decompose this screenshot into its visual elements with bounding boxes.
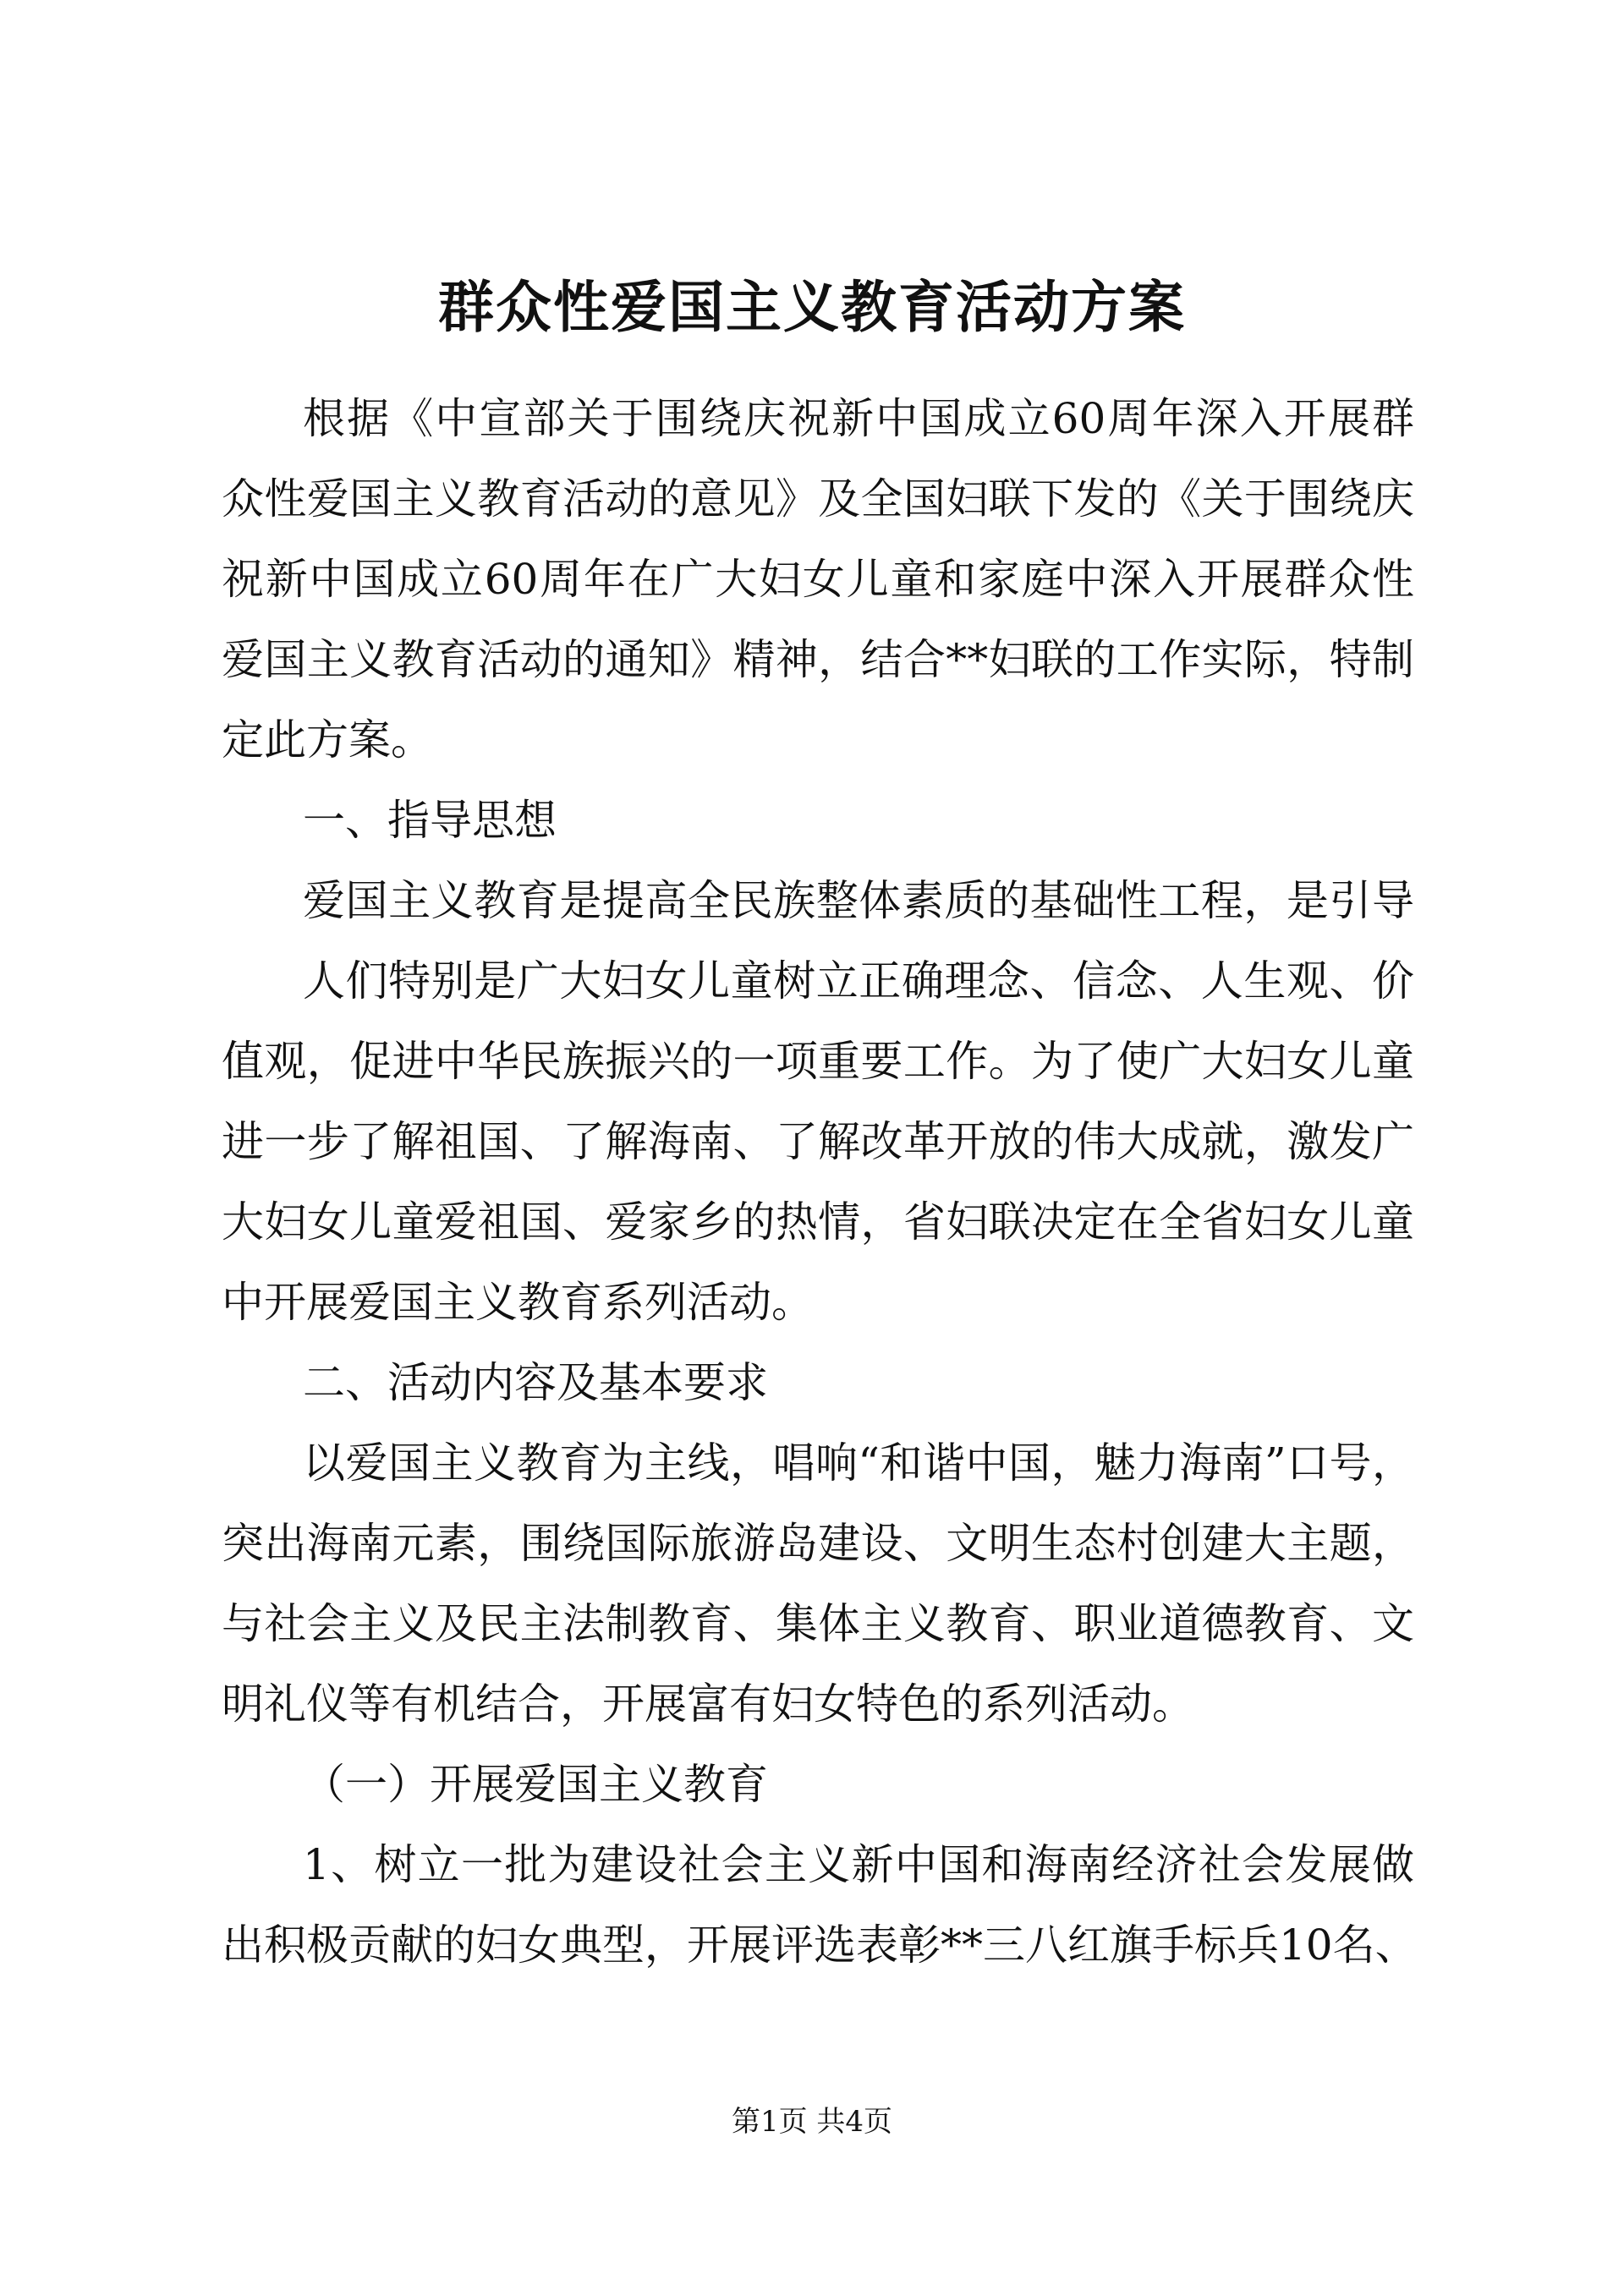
text-line: 根据《中宣部关于围绕庆祝新中国成立60周年深入开展群 — [303, 394, 1414, 443]
page-title: 群众性爱国主义教育活动方案 — [438, 274, 1186, 340]
text-line: 定此方案。 — [222, 715, 433, 764]
text-line: 大妇女儿童爱祖国、爱家乡的热情，省妇联决定在全省妇女儿童 — [222, 1197, 1414, 1247]
text-line: 突出海南元素，围绕国际旅游岛建设、文明生态村创建大主题， — [222, 1519, 1414, 1568]
section-heading: 一、指导思想 — [303, 796, 557, 845]
subsection-heading: （一）开展爱国主义教育 — [303, 1760, 768, 1809]
section-heading: 二、活动内容及基本要求 — [303, 1358, 768, 1407]
text-line: 1、树立一批为建设社会主义新中国和海南经济社会发展做 — [303, 1840, 1414, 1889]
text-line: 明礼仪等有机结合，开展富有妇女特色的系列活动。 — [222, 1680, 1194, 1729]
text-line: 祝新中国成立60周年在广大妇女儿童和家庭中深入开展群众性 — [222, 555, 1414, 604]
page-footer: 第1页 共4页 — [731, 2105, 893, 2139]
text-line: 与社会主义及民主法制教育、集体主义教育、职业道德教育、文 — [222, 1599, 1414, 1648]
text-line: 人们特别是广大妇女儿童树立正确理念、信念、人生观、价 — [303, 956, 1414, 1006]
text-line: 爱国主义教育活动的通知》精神，结合**妇联的工作实际，特制 — [222, 635, 1414, 684]
text-line: 出积极贡献的妇女典型，开展评选表彰**三八红旗手标兵10名、 — [222, 1921, 1418, 1970]
text-line: 进一步了解祖国、了解海南、了解改革开放的伟大成就，激发广 — [222, 1117, 1414, 1166]
text-line: 以爱国主义教育为主线，唱响“和谐中国，魅力海南”口号， — [303, 1438, 1414, 1488]
text-line: 中开展爱国主义教育系列活动。 — [222, 1278, 814, 1327]
text-line: 爱国主义教育是提高全民族整体素质的基础性工程，是引导 — [303, 876, 1414, 925]
text-line: 值观，促进中华民族振兴的一项重要工作。为了使广大妇女儿童 — [222, 1037, 1414, 1086]
text-line: 众性爱国主义教育活动的意见》及全国妇联下发的《关于围绕庆 — [222, 474, 1414, 523]
document-body — [222, 379, 1418, 1986]
